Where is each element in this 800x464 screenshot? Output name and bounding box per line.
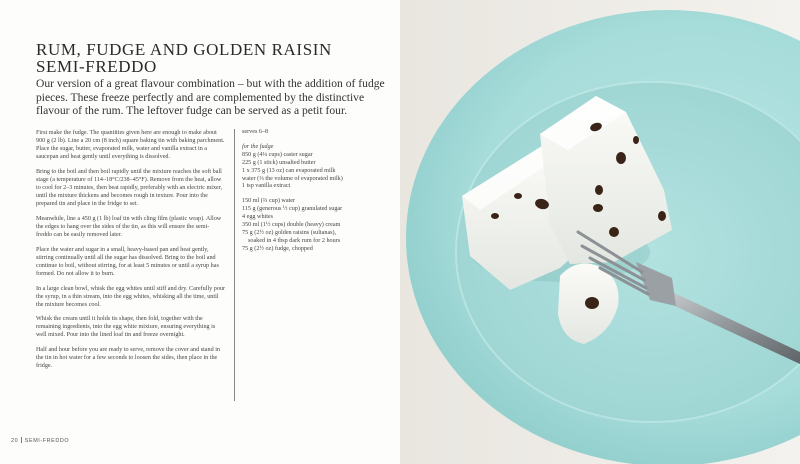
main-ingredients <box>242 198 396 253</box>
serves-note: serves 6–8 <box>242 129 269 135</box>
recipe-intro: Our version of a great flavour combination – but with the addition of fudge pieces. These freeze perfectly and are complemented by the distinctive flavour of the rum. The leftover fudge can be served as a petit four. <box>36 77 385 118</box>
method-step: Whisk the cream until it holds its shape, then fold, together with the remaining ingredients, into the egg white mixture, ensuring everything is well mixed. Pour into the lined loaf tin and freeze overnight. <box>36 316 216 339</box>
raisin <box>616 152 626 164</box>
raisin <box>585 297 599 309</box>
semifreddo-photo-illustration <box>400 0 800 464</box>
section-name: SEMI-FREDDO <box>24 438 70 444</box>
title-line-2: SEMI-FREDDO <box>36 57 157 76</box>
raisin <box>633 136 639 144</box>
ingredient-item: 850 g (4¼ cups) caster sugar <box>242 151 313 158</box>
ingredient-item-continued: soaked in 4 tbsp dark rum for 2 hours <box>248 237 341 244</box>
food-photo <box>400 0 800 464</box>
fudge-heading: for the fudge <box>242 143 274 150</box>
raisin <box>609 227 619 237</box>
raisin <box>658 211 666 221</box>
raisin <box>514 193 522 199</box>
ingredient-item: 75 g (2½ oz) golden raisins (sultanas), <box>242 229 337 236</box>
raisin <box>595 185 603 195</box>
ingredient-item: 150 ml (⅔ cup) water <box>242 198 296 205</box>
column-divider <box>234 129 235 401</box>
ingredient-item: 225 g (1 stick) unsalted butter <box>242 159 316 166</box>
method-step: Bring to the boil and then boil rapidly until the mixture reaches the soft ball stage (a temperature of 114–18°C/238–45°F). Remove from the heat, allow to cool for 2–3 minutes, then beat rapidly, preferably with an electric mixer, until the mixture thickens and becomes rough in texture. Pour into the prepared tin and place in the fridge to set. <box>36 168 223 208</box>
method-step: Half and hour before you are ready to serve, remove the cover and stand in the tin in hot water for a few seconds to loosen the sides, then place in the fridge. <box>36 347 220 370</box>
ingredient-item: water (⅓ the volume of evaporated milk) <box>242 175 343 182</box>
footer-separator <box>21 437 22 443</box>
fudge-ingredients <box>242 144 396 191</box>
page-number: 20 <box>11 438 19 444</box>
raisin <box>593 204 603 212</box>
method-step: First make the fudge. The quantities given here are enough to make about 900 g (2 lb). Line a 20 cm (8 inch) square baking tin with baking parchment. Place the sugar, butter, evaporated milk, water and vanilla extract in a saucepan and heat gently until everything is dissolved. <box>36 130 225 161</box>
ingredient-item: 4 egg whites <box>242 214 274 221</box>
ingredient-item: 1 x 375 g (13 oz) can evaporated milk <box>242 167 336 174</box>
ingredient-item: 75 g (2½ oz) fudge, chopped <box>242 245 313 252</box>
method-step: Place the water and sugar in a small, heavy-based pan and heat gently, stirring continually until all the sugar has dissolved. Bring to the boil and continue to boil, without stirring, for at least 5 minutes or until a syrup has formed. Do not allow it to burn. <box>36 246 219 277</box>
method-column <box>36 129 225 377</box>
ingredient-item: 115 g (generous ½ cup) granulated sugar <box>242 206 343 213</box>
method-step: In a large clean bowl, whisk the egg whites until stiff and dry. Carefully pour the syrup, in a thin stream, into the egg whites, whisking all the time, until the mixture becomes cool. <box>36 285 226 308</box>
method-step: Meanwhile, line a 450 g (1 lb) loaf tin with cling film (plastic wrap). Allow the edges to hang over the sides of the tin, as this will ensure the semi-freddo can be easily removed later. <box>36 215 222 239</box>
page-footer <box>11 437 69 444</box>
ingredient-item: 1 tsp vanilla extract <box>242 183 291 190</box>
ingredient-item: 350 ml (1½ cups) double (heavy) cream <box>242 222 341 229</box>
raisin <box>491 213 499 219</box>
title-line-1: RUM, FUDGE AND GOLDEN RAISIN <box>36 40 332 59</box>
ingredients-column <box>242 129 396 261</box>
recipe-title <box>36 41 396 75</box>
